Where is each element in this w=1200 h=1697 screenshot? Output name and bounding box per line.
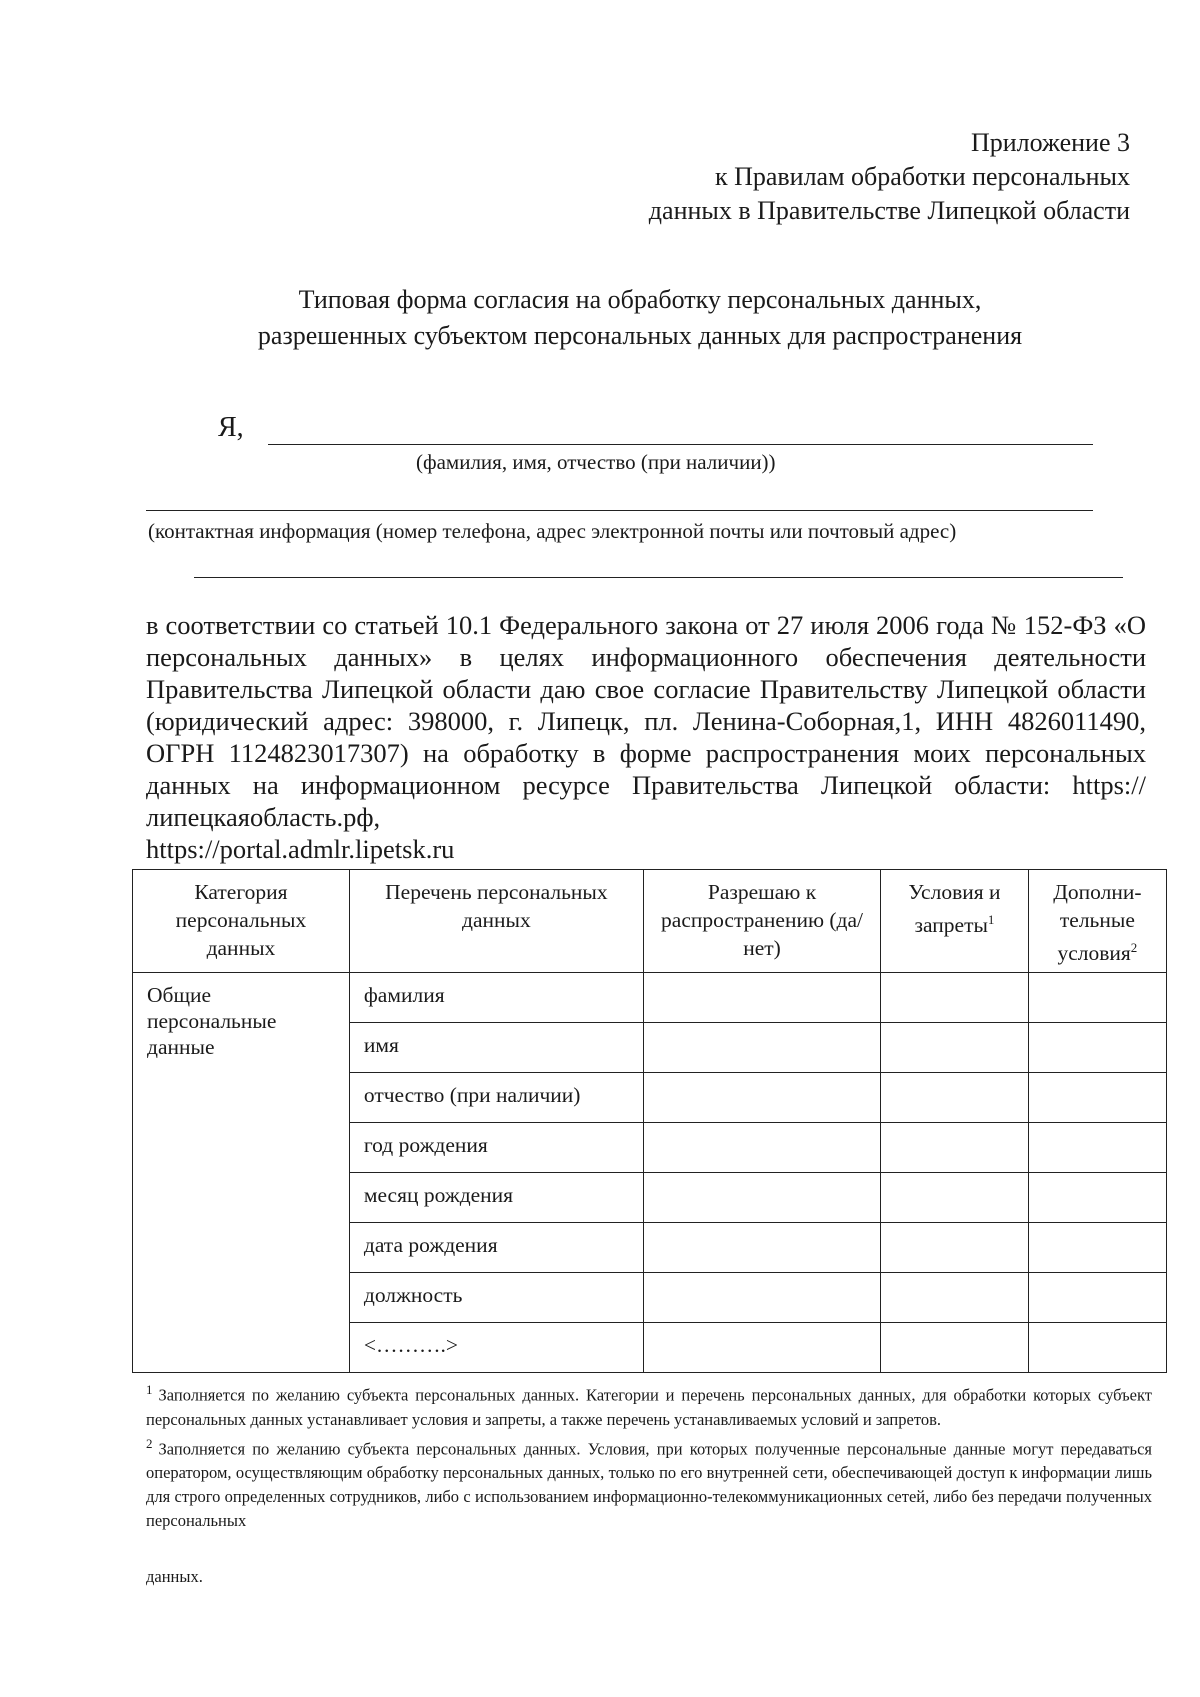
permit-cell[interactable] xyxy=(643,1273,880,1323)
appendix-line-3: данных в Правительстве Липецкой области xyxy=(648,196,1130,225)
permit-cell[interactable] xyxy=(643,973,880,1023)
additional-cell[interactable] xyxy=(1028,1023,1166,1073)
permit-cell[interactable] xyxy=(643,1223,880,1273)
footnote-1-text: Заполняется по желанию субъекта персональных данных. Категории и перечень персональных данных, для обработки которых субъект персональных данных устанавливает условия и запреты, а также перечень устанавливаемых условий и запретов. xyxy=(146,1385,1152,1429)
header-additional-label: Дополни-тельные условия xyxy=(1053,880,1142,966)
document-title xyxy=(0,282,1200,354)
conditions-cell[interactable] xyxy=(881,1323,1029,1373)
data-item-cell: год рождения xyxy=(349,1123,643,1173)
conditions-cell[interactable] xyxy=(881,1073,1029,1123)
footnotes xyxy=(146,1378,1152,1533)
footnote-2-text: Заполняется по желанию субъекта персональных данных. Условия, при которых полученные персональные данные могут передаваться оператором, осуществляющим обработку персональных данных, только по его внутренней сети, обеспечивающей доступ к информации лишь для строго определенных сотрудников, либо с использованием информационно-телекоммуникационных сетей, либо без передачи полученных персональных xyxy=(146,1439,1152,1530)
header-additional-footnote-ref: 2 xyxy=(1130,940,1138,955)
appendix-header xyxy=(649,126,1130,228)
consent-text: в соответствии со статьей 10.1 Федерального закона от 27 июля 2006 года № 152-ФЗ «О персональных данных» в целях информационного обеспечения деятельности Правительства Липецкой области даю свое согласие Правительству Липецкой области (юридический адрес: 398000, г. Липецк, пл. Ленина-Соборная,1, ИНН 4826011490, ОГРН 1124823017307) на обработку в форме распространения моих персональных данных на информационном ресурсе Правительства Липецкой области: https://липецкаяобласть.рф, xyxy=(146,610,1146,832)
data-item-cell: фамилия xyxy=(349,973,643,1023)
additional-cell[interactable] xyxy=(1028,1223,1166,1273)
contact-caption: (контактная информация (номер телефона, адрес электронной почты или почтовый адрес) xyxy=(148,519,957,543)
name-caption: (фамилия, имя, отчество (при наличии)) xyxy=(416,450,776,474)
conditions-cell[interactable] xyxy=(881,1173,1029,1223)
portal-url: https://portal.admlr.lipetsk.ru xyxy=(146,834,455,864)
header-additional xyxy=(1028,870,1166,973)
ya-label: Я, xyxy=(218,412,244,443)
header-list: Перечень персональных данных xyxy=(349,870,643,973)
data-item-cell: <……….> xyxy=(349,1323,643,1373)
header-conditions-footnote-ref: 1 xyxy=(987,912,995,927)
permit-cell[interactable] xyxy=(643,1023,880,1073)
category-cell: Общие персональные данные xyxy=(133,973,350,1373)
additional-cell[interactable] xyxy=(1028,1173,1166,1223)
footnote-1 xyxy=(146,1378,1152,1432)
appendix-line-1: Приложение 3 xyxy=(970,128,1130,157)
data-item-cell: дата рождения xyxy=(349,1223,643,1273)
title-line-1: Типовая форма согласия на обработку персональных данных, xyxy=(298,285,982,314)
conditions-cell[interactable] xyxy=(881,973,1029,1023)
permit-cell[interactable] xyxy=(643,1073,880,1123)
additional-cell[interactable] xyxy=(1028,1123,1166,1173)
header-conditions-label: Условия и запреты xyxy=(908,880,1001,938)
footnote-2 xyxy=(146,1432,1152,1534)
conditions-cell[interactable] xyxy=(881,1223,1029,1273)
footnote-2-tail: данных. xyxy=(146,1567,203,1586)
additional-cell[interactable] xyxy=(1028,1073,1166,1123)
footnote-1-number: 1 xyxy=(146,1382,153,1397)
title-line-2: разрешенных субъектом персональных данных для распространения xyxy=(257,321,1023,350)
additional-cell[interactable] xyxy=(1028,1323,1166,1373)
contact-fill-line[interactable] xyxy=(146,510,1093,511)
extra-fill-line[interactable] xyxy=(194,577,1123,578)
additional-cell[interactable] xyxy=(1028,973,1166,1023)
footnote-2-number: 2 xyxy=(146,1435,153,1451)
conditions-cell[interactable] xyxy=(881,1023,1029,1073)
name-fill-line[interactable] xyxy=(268,444,1093,445)
data-item-cell: месяц рождения xyxy=(349,1173,643,1223)
table-row xyxy=(133,973,1167,1023)
conditions-cell[interactable] xyxy=(881,1273,1029,1323)
data-item-cell: отчество (при наличии) xyxy=(349,1073,643,1123)
header-conditions xyxy=(881,870,1029,973)
consent-paragraph xyxy=(146,609,1146,865)
permit-cell[interactable] xyxy=(643,1123,880,1173)
footnote-divider xyxy=(146,1372,438,1373)
data-item-cell: имя xyxy=(349,1023,643,1073)
header-category: Категория персональных данных xyxy=(133,870,350,973)
data-item-cell: должность xyxy=(349,1273,643,1323)
personal-data-table xyxy=(132,869,1167,1373)
header-permit: Разрешаю к распространению (да/нет) xyxy=(643,870,880,973)
appendix-line-2: к Правилам обработки персональных xyxy=(714,162,1130,191)
permit-cell[interactable] xyxy=(643,1173,880,1223)
conditions-cell[interactable] xyxy=(881,1123,1029,1173)
permit-cell[interactable] xyxy=(643,1323,880,1373)
additional-cell[interactable] xyxy=(1028,1273,1166,1323)
table-header-row xyxy=(133,870,1167,973)
